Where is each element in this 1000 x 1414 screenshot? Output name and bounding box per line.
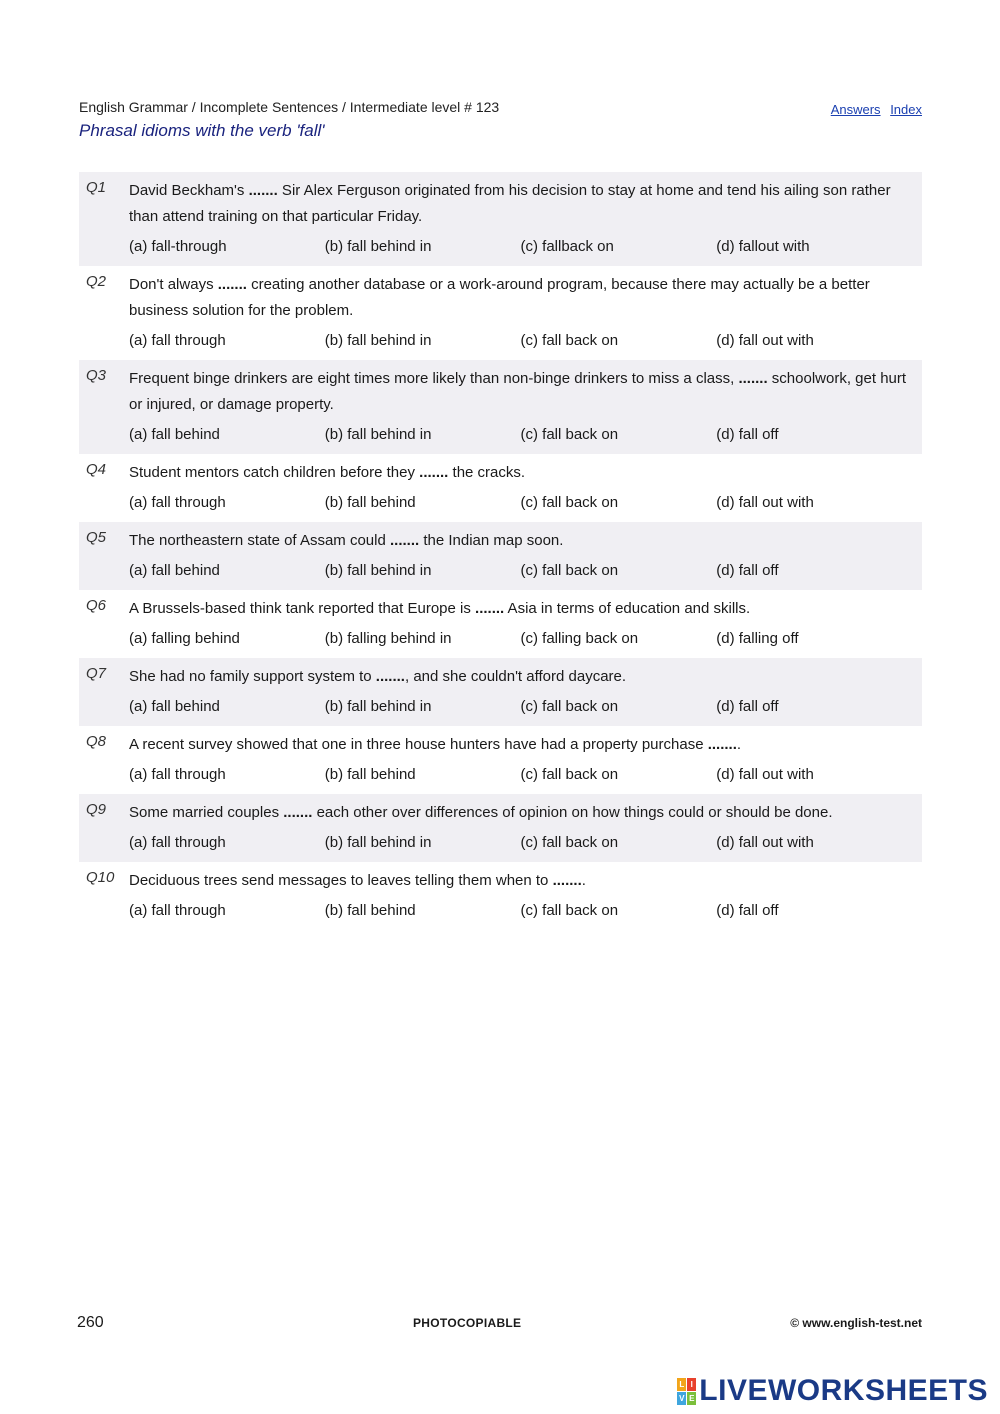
answer-option[interactable]: (d) fallout with [716,238,810,255]
copyright: © www.english-test.net [790,1316,922,1330]
question-text-before: A Brussels-based think tank reported that Europe is [129,600,476,617]
question-text [129,528,912,554]
answer-options [129,696,912,718]
question-text-before: Student mentors catch children before they [129,464,420,481]
question-number: Q2 [86,273,107,290]
answer-option[interactable]: (c) fall back on [520,766,619,783]
page-header [79,99,922,141]
question-item [79,266,922,360]
answer-options [129,628,912,650]
answer-option[interactable]: (d) fall out with [716,766,814,783]
logo-letter: I [687,1378,696,1391]
question-text-before: Deciduous trees send messages to leaves telling them when to [129,872,553,889]
answer-blank: ....... [389,532,420,549]
answer-blank: ....... [475,600,505,617]
question-text [129,596,912,622]
answer-option[interactable]: (d) fall out with [716,834,814,851]
question-number: Q8 [86,733,107,750]
answer-blank: ....... [552,872,582,889]
answer-option[interactable]: (d) fall off [716,426,779,443]
answer-option[interactable]: (b) fall behind in [324,834,432,851]
question-text-after: the Indian map soon. [419,532,564,549]
question-item [79,862,922,930]
answer-option[interactable]: (a) fall behind [129,562,220,579]
answer-blank: ....... [375,668,405,685]
question-item [79,590,922,658]
question-text-after: the cracks. [448,464,526,481]
answer-option[interactable]: (c) fall back on [520,562,619,579]
answer-option[interactable]: (b) fall behind [324,766,416,783]
answer-option[interactable]: (c) fall back on [520,834,619,851]
answer-blank: ....... [738,370,768,387]
answer-option[interactable]: (c) fall back on [520,902,619,919]
answer-option[interactable]: (a) fall behind [129,698,220,715]
question-item [79,726,922,794]
answer-options [129,764,912,786]
answer-option[interactable]: (a) falling behind [129,630,240,647]
answer-option[interactable]: (a) fall through [129,494,226,511]
answer-blank: ....... [217,276,247,293]
answer-option[interactable]: (b) fall behind [324,902,416,919]
question-text-before: David Beckham's [129,182,249,199]
photocopiable-label: PHOTOCOPIABLE [413,1316,522,1330]
question-item [79,658,922,726]
answer-option[interactable]: (a) fall through [129,766,226,783]
answer-option[interactable]: (d) fall off [716,902,779,919]
answer-option[interactable]: (a) fall behind [129,426,220,443]
question-number: Q6 [86,597,107,614]
logo-letter: E [689,1393,695,1403]
question-item [79,454,922,522]
question-text-before: A recent survey showed that one in three house hunters have had a property purchase [129,736,708,753]
answer-options [129,560,912,582]
answer-blank: ....... [283,804,313,821]
answer-options [129,900,912,922]
logo-letter: V [679,1393,685,1403]
header-links [825,102,922,117]
question-text-after: Asia in terms of education and skills. [504,600,751,617]
question-number: Q7 [86,665,107,682]
liveworksheets-icon [677,1378,696,1405]
question-item [79,172,922,266]
question-text [129,732,912,758]
answer-option[interactable]: (c) fall back on [520,494,619,511]
answer-option[interactable]: (b) fall behind in [324,426,432,443]
question-text-after: creating another database or a work-around program, because there may actually be a better business solution for the problem. [129,276,870,319]
question-text-after: Sir Alex Ferguson originated from his decision to stay at home and tend his ailing son rather than attend training on that particular Friday. [129,182,891,225]
answer-options [129,236,912,258]
answer-blank: ....... [419,464,449,481]
question-number: Q3 [86,367,107,384]
answer-option[interactable]: (a) fall-through [129,238,227,255]
answer-options [129,424,912,446]
question-text-before: Some married couples [129,804,284,821]
question-item [79,522,922,590]
index-link[interactable]: Index [890,102,922,117]
answer-option[interactable]: (b) fall behind in [324,698,432,715]
answer-options [129,492,912,514]
answer-blank: ....... [248,182,278,199]
logo-letter: L [677,1378,686,1391]
liveworksheets-wordmark: LIVEWORKSHEETS [699,1374,988,1407]
question-text [129,460,912,486]
answer-options [129,832,912,854]
answer-option[interactable]: (c) fallback on [520,238,614,255]
question-number: Q5 [86,529,107,546]
answer-option[interactable]: (d) fall off [716,698,779,715]
question-text-after: . [736,736,742,753]
answer-option[interactable]: (d) fall out with [716,494,814,511]
answer-option[interactable]: (c) fall back on [520,332,619,349]
question-text [129,272,912,324]
question-list [79,172,922,930]
answer-option[interactable]: (c) falling back on [520,630,639,647]
answer-option[interactable]: (b) fall behind in [324,238,432,255]
question-item [79,794,922,862]
question-text-before: Frequent binge drinkers are eight times more likely than non-binge drinkers to miss a class, [129,370,739,387]
page-footer [77,1314,922,1334]
question-number: Q10 [86,869,115,886]
question-text-before: She had no family support system to [129,668,376,685]
answer-option[interactable]: (b) falling behind in [324,630,452,647]
answer-blank: ....... [707,736,737,753]
question-text [129,664,912,690]
page-title: Phrasal idioms with the verb 'fall' [79,121,325,140]
answer-option[interactable]: (a) fall through [129,902,226,919]
answer-option[interactable]: (b) fall behind [324,494,416,511]
answer-option[interactable]: (b) fall behind in [324,332,432,349]
answer-option[interactable]: (c) fall back on [520,698,619,715]
question-text [129,178,912,230]
liveworksheets-logo [677,1374,988,1408]
question-number: Q9 [86,801,107,818]
answer-option[interactable]: (d) fall out with [716,332,814,349]
question-number: Q4 [86,461,107,478]
question-text-before: Don't always [129,276,218,293]
answer-option[interactable]: (a) fall through [129,834,226,851]
answer-option[interactable]: (a) fall through [129,332,226,349]
page-number: 260 [77,1314,104,1331]
question-text [129,868,912,894]
answer-option[interactable]: (c) fall back on [520,426,619,443]
answer-option[interactable]: (b) fall behind in [324,562,432,579]
question-text-after: , and she couldn't afford daycare. [404,668,627,685]
question-item [79,360,922,454]
answers-link[interactable]: Answers [830,102,881,117]
answer-options [129,330,912,352]
breadcrumb: English Grammar / Incomplete Sentences / Intermediate level # 123 [79,99,500,115]
question-text-before: The northeastern state of Assam could [129,532,390,549]
question-text-after: . [581,872,586,889]
answer-option[interactable]: (d) fall off [716,562,779,579]
question-text-after: schoolwork, get hurt or injured, or damage property. [129,370,907,413]
question-text [129,366,912,418]
question-text [129,800,912,826]
answer-option[interactable]: (d) falling off [716,630,799,647]
question-number: Q1 [86,179,107,196]
question-text-after: each other over differences of opinion on how things could or should be done. [312,804,833,821]
